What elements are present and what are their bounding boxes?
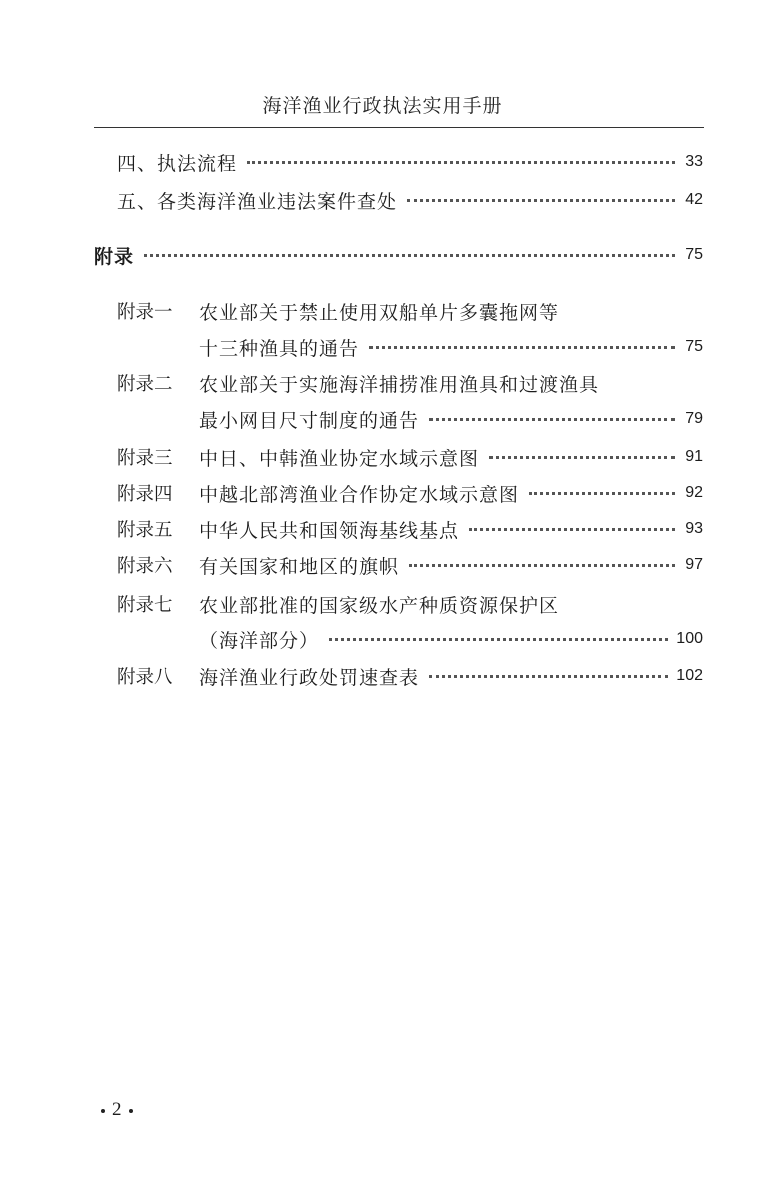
page-number: 2 [112, 1099, 122, 1120]
toc-entry-title: 中越北部湾渔业合作协定水域示意图 [199, 483, 520, 506]
toc-page-number: 79 [685, 410, 703, 427]
toc-entry-title: 中华人民共和国领海基线基点 [199, 519, 460, 542]
toc-page-number: 97 [685, 556, 703, 573]
bullet-dot-icon [129, 1109, 133, 1113]
toc-entry-appendix-6[interactable] [117, 548, 703, 582]
dot-leader [489, 456, 675, 459]
toc-entry-appendix-4[interactable] [117, 476, 703, 510]
toc-entry-title: 四、执法流程 [117, 152, 238, 175]
toc-entry-title: 有关国家和地区的旗帜 [199, 555, 400, 578]
toc-entry-title: 农业部批准的国家级水产种质资源保护区 [199, 594, 560, 617]
toc-entry-title-cont: （海洋部分） [199, 629, 320, 652]
appendix-label: 附录一 [117, 302, 173, 323]
toc-entry-title-cont: 最小网目尺寸制度的通告 [199, 409, 420, 432]
toc-entry-section-4[interactable] [117, 145, 703, 179]
appendix-label: 附录五 [117, 520, 173, 541]
toc-entry-appendix-3[interactable] [117, 440, 703, 474]
bullet-dot-icon [101, 1109, 105, 1113]
appendix-label: 附录四 [117, 484, 173, 505]
toc-entry-appendix-8[interactable] [117, 659, 703, 693]
toc-page-number: 75 [685, 246, 703, 263]
dot-leader [247, 161, 675, 164]
dot-leader [429, 418, 675, 421]
toc-page-number: 92 [685, 484, 703, 501]
dot-leader [407, 199, 675, 202]
toc-page-number: 75 [685, 338, 703, 355]
toc-entry-appendix[interactable] [94, 238, 703, 272]
toc-page-number: 100 [676, 630, 703, 647]
toc-entry-appendix-2[interactable] [117, 366, 703, 400]
dot-leader [429, 675, 668, 678]
appendix-label: 附录三 [117, 448, 173, 469]
running-header: 海洋渔业行政执法实用手册 [262, 95, 503, 117]
dot-leader [409, 564, 675, 567]
dot-leader [369, 346, 675, 349]
toc-entry-appendix-7-cont[interactable] [199, 622, 703, 656]
toc-page-number: 102 [676, 667, 703, 684]
dot-leader [329, 638, 668, 641]
toc-entry-title: 海洋渔业行政处罚速查表 [199, 666, 420, 689]
toc-entry-appendix-1-cont[interactable] [199, 330, 703, 364]
toc-entry-appendix-7[interactable] [117, 587, 703, 621]
toc-entry-appendix-2-cont[interactable] [199, 402, 703, 436]
appendix-label: 附录八 [117, 667, 173, 688]
appendix-label: 附录二 [117, 374, 173, 395]
toc-entry-title: 农业部关于实施海洋捕捞准用渔具和过渡渔具 [199, 373, 600, 396]
appendix-label: 附录七 [117, 595, 173, 616]
toc-entry-title: 中日、中韩渔业协定水域示意图 [199, 447, 480, 470]
toc-page-number: 33 [685, 153, 703, 170]
appendix-label: 附录六 [117, 556, 173, 577]
page-folio [94, 1099, 140, 1121]
dot-leader [529, 492, 675, 495]
toc-entry-title: 农业部关于禁止使用双船单片多囊拖网等 [199, 301, 560, 324]
toc-page-number: 42 [685, 191, 703, 208]
dot-leader [144, 254, 675, 257]
toc-entry-appendix-5[interactable] [117, 512, 703, 546]
toc-page-number: 91 [685, 448, 703, 465]
toc-entry-section-5[interactable] [117, 183, 703, 217]
toc-entry-title: 附录 [94, 245, 135, 268]
dot-leader [469, 528, 675, 531]
toc-entry-title: 五、各类海洋渔业违法案件查处 [117, 190, 398, 213]
toc-page-number: 93 [685, 520, 703, 537]
toc-entry-title-cont: 十三种渔具的通告 [199, 337, 360, 360]
toc-entry-appendix-1[interactable] [117, 294, 703, 328]
